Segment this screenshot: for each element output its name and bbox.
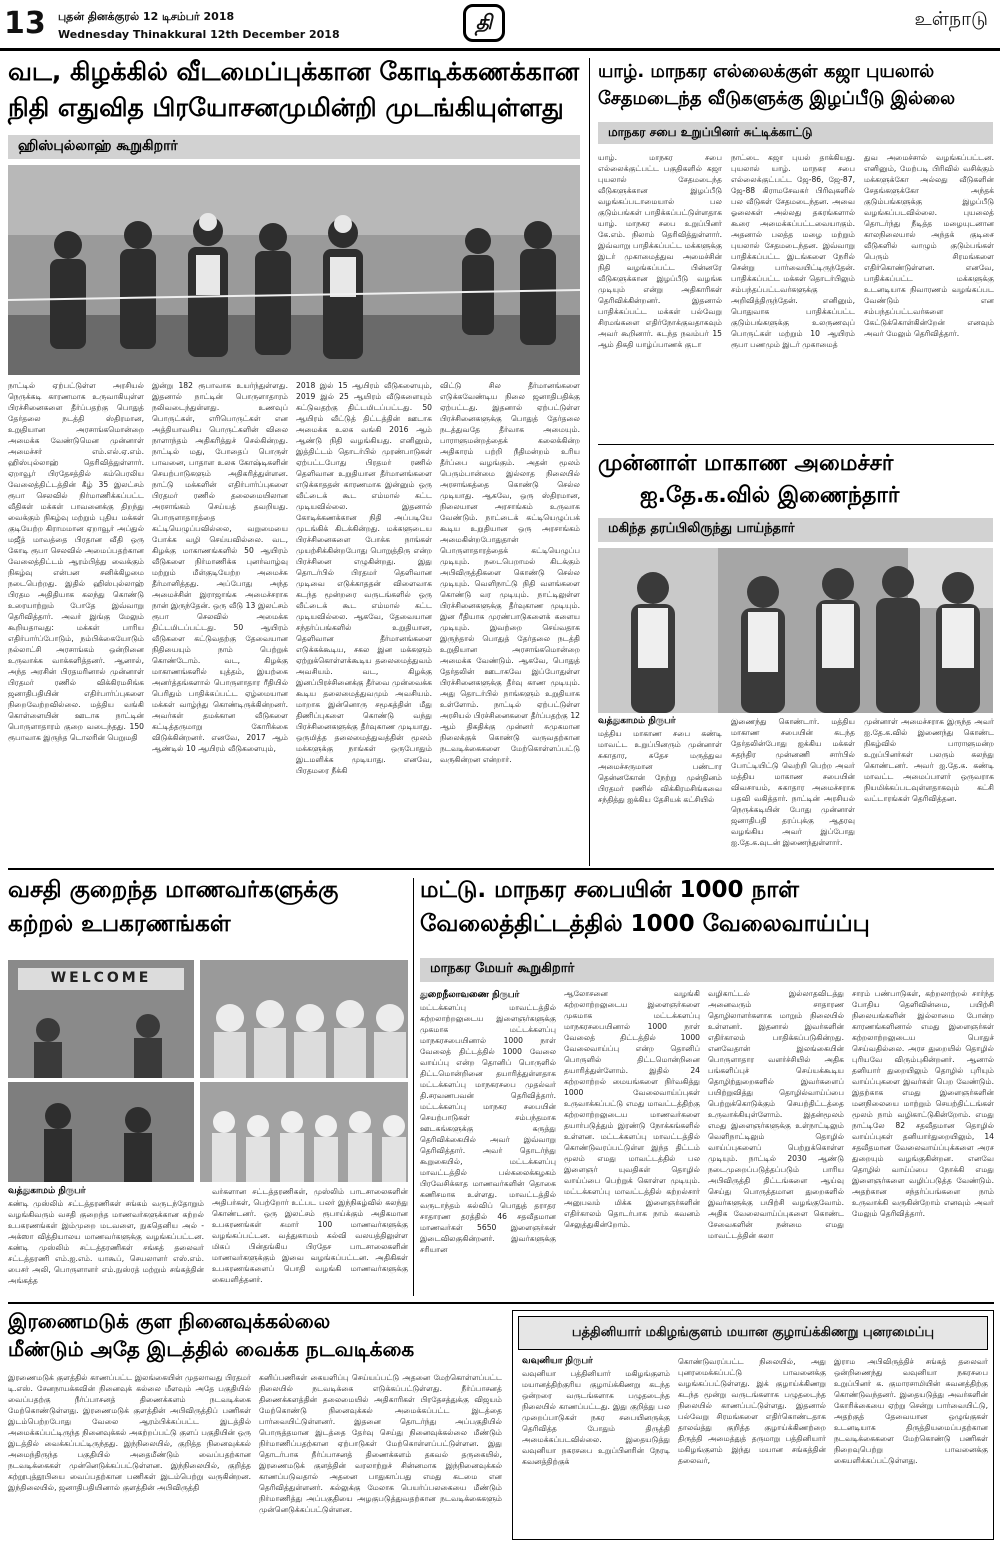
article7-column-2: கொண்டுவரப்பட்ட நிலையில், அது புனரமைக்கப்பட்டு பாவனைக்கு வழங்கப்பட்டுள்ளது. இக் குழாய்க்கிணறு கடந்த மூன்று வருடங்களாக பழுதடைந்த நிலையில் காணப்பட்டுள்ளது. இதனால் பல்வேறு சிரமங்களை எதிர்கொண்டதாக தாலவ்த்து குறித்த குழாய்க்கிணற்றை திருத்தி அமைத்துத் தருமாறு பத்தினியார் மகிழங்குளம் இந்து மயான சங்கத்தின் தலைவர், xyxy=(678,1357,826,1465)
article2-bottom-rule xyxy=(598,444,994,445)
article2-column-1: யாழ். மாநகர சபை எல்லைக்குட்பட்ட பகுதிகளில் கஜா புயலால் சேதமடைந்த வீடுகளுக்கான இழப்பீடு வழங்கப்படாமையால் பல குடும்பங்கள் பாதிக்கப்பட்டுள்ளதாக யாழ். மாநகர சபை உறுப்பினர் கே.எம். நிலாம் தெரிவித்துள்ளார். இவ்வாறு பாதிக்கப்பட்ட மக்களுக்கு இடர் முகாமைத்துவ அமைச்சின் நிதி வழங்கப்பட்ட பின்னரே வீடுகளுக்கான இழப்பீடு வழங்க முடியும் என்று அதிகாரிகள் தெரிவிக்கின்றனர். இதனால் பாதிக்கப்பட்ட மக்கள் பல்வேறு சிரமங்களை எதிர்நோக்குவதாகவும் அவர் கூறினார். கடந்த நவம்பர் 15 ஆம் திகதி யாழ்ப்பாணக் குடா xyxy=(598,153,722,349)
article3-strap: மகிந்த தரப்பிலிருந்து பாய்ந்தார் xyxy=(598,518,993,542)
article1-headline-line1: வட, கிழக்கில் வீடமைப்புக்கான கோடிக்கணக்கான xyxy=(8,57,580,86)
article2-headline-line1: யாழ். மாநகர எல்லைக்குள் கஜா புயலால் xyxy=(598,61,935,82)
logo xyxy=(463,4,505,42)
article6-headline-line2: மீண்டும் அதே இடத்தில் வைக்க நடவடிக்கை xyxy=(8,1337,415,1361)
article3-headline-line1: முன்னாள் மாகாண அமைச்சர் xyxy=(598,451,894,476)
article5-column-2: ஆலோசனை வழங்கி கற்றலாற்றலுடைய இளைஞர்களை முகமாக மட்டக்களப்பு மாநகரசபையினால் 1000 நாள் வேலைத் திட்டத்தில் 1000 வேலைவாய்ப்பு என்ற தொனிப் பொருளில் திட்டமொன்றினை தயாரித்துள்ளோம். இதில் 24 கற்றலாற்றல் மையங்களை நிர்வகித்து 1000 வேலைவாய்ப்புகள் உருவாக்கப்பட்டு எமது மாவட்டத்திற்கு கற்றலாற்றலுடைய மாணவர்களை தயார்படுத்தும் இரண்டு நோக்கங்களில் உள்ளன. மட்டக்களப்பு மாவட்டத்தில் கொண்டுவரப்பட்டுள்ள இந்த திட்டம் மூலம் எமது மாவட்டத்தில் பல இளைஞர் யுவதிகள் தொழில் வாய்ப்பை பெற்றுக் கொள்ள முடியும். மட்டக்களப்பு மாவட்டத்தில் கற்றல்சார் அனுபவம் மிக்க இளைஞர்களின் எதிர்காலம் தொடர்பாக நாம் கவனம் செலுத்துகின்றோம். xyxy=(564,989,700,1229)
article3-caption: வத்துகாமம் நிருபர் xyxy=(598,716,676,726)
welcome-sign-text: WELCOME xyxy=(50,970,152,986)
article5-column-1: மட்டக்களப்பு மாவட்டத்தில் கற்றலாற்றலுடைய இளைஞர்களுக்கு முகமாக மட்டக்களப்பு மாநகரசபையினால் 1000 நாள் வேலைத் திட்டத்தில் 1000 வேலை வாய்ப்பு என்ற தொனிப் பொருளில் திட்டமொன்றினை தயாரித்துள்ளதாக மட்டக்களப்பு மாநகரசபை முதல்வர் தி.சரவணபவன் தெரிவித்தார். மட்டக்களப்பு மாநகர சபையின் செயற்பாடுகள் சம்பந்தமாக ஊடகங்களுக்கு கருத்து தெரிவிக்கையில் அவர் இவ்வாறு தெரிவித்தார். அவர் தொடர்ந்து கூறுகையில், மட்டக்களப்பு மாவட்டத்தில் பல்கலைக்கழகம் பிரவேசிக்காத மாணவர்களின் தொகை கணிசமாக உள்ளது. மாவட்டத்தில் வருடாந்தம் கல்விப் பொதுத் தராதர சாதாரண தரத்தில் 46 சதவீதமான மாணவர்கள் 5650 இளைஞர்கள் இடைவிலகுகின்றனர். இவர்களுக்கு சரியான xyxy=(420,1003,556,1254)
presentation-photo xyxy=(8,1082,194,1182)
article3-column-1: மத்திய மாகாண சபை கண்டி மாவட்ட உறுப்பினரும் முன்னாள் சுகாதார, சுதேச மருத்துவ அமைச்சருமான பண்டார தென்னகோன் நேற்று முன்தினம் பிரதமர் ரணில் விக்கிரமசிங்கவை சந்தித்து ஐக்கிய தேசியக் கட்சியில் xyxy=(598,729,722,804)
article4-photo-1 xyxy=(8,960,194,1078)
article3-photo xyxy=(598,548,993,713)
article7-caption: வவுனியா நிருபர் xyxy=(522,1356,593,1366)
date-tamil: புதன் தினக்குரல் 12 டிசம்பர் 2018 xyxy=(58,10,235,23)
article4-photo-3 xyxy=(8,1082,194,1182)
article4-headline-line1: வசதி குறைந்த மாணவர்களுக்கு xyxy=(8,877,339,903)
date-english: Wednesday Thinakkural 12th December 2018 xyxy=(58,28,340,41)
article2-strap: மாநகர சபை உறுப்பினர் சுட்டிக்காட்டு xyxy=(598,122,993,144)
students-photo xyxy=(200,960,408,1078)
article1-photo xyxy=(8,165,580,375)
article1-column-2: இன்று 182 ரூபாவாக உயர்ந்துள்ளது. இதனால் நாட்டின் பொருளாதாரம் நலிவடைந்துள்ளது. உணவுப் பொருட்கள், எரிபொருட்கள் என அத்தியாவசிய பொருட்களின் விலை நாளாந்தம் அதிகரித்துச் செல்கின்றது. நாட்டில் மது, போதைப் பொருள் பாவனை, பாதாள உலக கோஷ்டிகளின் செயற்பாடுகளும் அதிகரித்துள்ளன. நாட்டு மக்களின் எதிர்பார்ப்புகளை பிரதமர் ரணில் தலைமையிலான அரசாங்கம் செய்யத் தவறியது. பொருளாதாரத்தை கட்டியெழுப்பவில்லை, வறுமையை போக்க வழி செய்யவில்லை. வட, கிழக்கு மாகாணங்களில் 50 ஆயிரம் வீடுகளை நிர்மாணிக்க புனர்வாழ்வு மற்றும் மீள்குடியேற்ற அமைச்சு தீர்மானித்தது. அப்போது அந்த அமைச்சின் இராஜாங்க அமைச்சராக நான் இருந்தேன். ஒரு வீடு 13 இலட்சம் ரூபா செலவில் அமைக்க திட்டமிடப்பட்டது. 50 ஆயிரம் வீடுகளை கட்டுவதற்கு தேவையான நிதியையும் நாம் பெற்றுக் கொண்டோம். வட, கிழக்கு மாகாணங்களில் யுத்தம், இயற்கை அனர்த்தங்களால் பொருளாதார ரீதியில் பெரிதும் பாதிக்கப்பட்ட ஏழ்மையான மக்கள் வாழ்ந்து கொண்டிருக்கின்றனர். அவர்கள் தமக்கான வீடுகளை கட்டித்தருமாறு கோரிக்கை விடுக்கின்றனர். எனவே, 2017 ஆம் ஆண்டில் 10 ஆயிரம் வீடுகளையும், xyxy=(152,381,288,753)
lower-page-rule xyxy=(8,1302,994,1304)
masthead-rule xyxy=(0,48,1000,51)
article3-headline-line2: ஐ.தே.க.வில் இணைந்தார் xyxy=(640,483,900,508)
article4-column-1: கண்டி முஸ்லிம் சட்டத்தரணிகள் சங்கம் வருடந்தோறும் வழங்கிவரும் வசதி குறைந்த மாணவர்களுக்கான கற்றல் உபகரணங்கள் இம்முறை மடவளை, நுகதெனிய அல் - அக்ஸா வித்தியாலய மாணவர்களுக்கு வழங்கப்பட்டன. கண்டி முஸ்லிம் சட்டத்தரணிகள் சங்கத் தலைவர் சட்டத்தரணி எம்.ஐ.எம். யாகூப், செயலாளர் எஸ்.எம். பைசர் அலி, பொருளாளர் எம்.நுஸ்ரத் மற்றும் சங்கத்தின் அங்கத்த xyxy=(8,1199,204,1285)
mid-page-rule xyxy=(8,868,994,870)
section-name: உள்நாடு xyxy=(914,8,988,30)
article1-column-1: நாட்டில் ஏற்பட்டுள்ள அரசியல் நெருக்கடி காரணமாக உருவாகியுள்ள பிரச்சினைகளை தீர்ப்பதற்கு பொதுத் தேர்தலை நடத்தி ஸ்திரமான, உறுதியான அரசாங்கமொன்றை அமைக்க வேண்டுமென முன்னாள் அமைச்சர் எம்.எல்.ஏ.எம். ஹிஸ்புல்லாஹ் தெரிவித்துள்ளார். ஏறாவூர் பிரதேசத்தில் கம்பெரலிய வேலைத்திட்டத்தின் கீழ் 35 இலட்சம் ரூபா செலவில் நிர்மாணிக்கப்பட்ட வீதிகள் மக்கள் பாவனைக்கு திறந்து வைக்கும் நிகழ்வு மற்றும் புதிய மக்கள் குடியேற்ற கிராமமான ஏறாவூர் அப்துல் மஜீத் மாவத்தை பிரதான வீதி ஒரு கோடி ரூபா செலவில் அமைப்பதற்கான வேலைத்திட்டம் ஆரம்பித்து வைக்கும் நிகழ்வு என்பன சனிக்கிழமை நடைபெற்றது. இதில் ஹிஸ்புல்லாஹ் பிரதம அதிதியாக கலந்து கொண்டு உரையாற்றும் போதே இவ்வாறு தெரிவித்தார். அவர் இங்கு மேலும் கூறியதாவது: மக்கள் பாரிய எதிர்பார்ப்போடும், நம்பிக்கையோடும் நல்லாட்சி அரசாங்கம் ஒன்றினை உருவாக்க வாக்களித்தனர். ஆனால், அந்த அரசின் பிரதமரினால் முன்னாள் பிரதமர் ரணில் விக்கிரமசிங்க ஜனாதிபதியின் எதிர்பார்ப்புகளை நிறைவேற்றவில்லை. மத்திய வங்கி கொள்ளையின் ஊடாக நாட்டின் பொருளாதாரம் குறை வடைந்தது. 150 ரூபாவாக இருந்த டொலரின் பெறுமதி xyxy=(8,381,144,742)
article1-headline-line2: நிதி எதுவித பிரயோசனமுமின்றி முடங்கியுள்ளது xyxy=(8,93,564,122)
article5-headline-line1: மட்டு. மாநகர சபையின் 1000 நாள் xyxy=(420,877,800,903)
article4-column-2: வர்களான சட்டத்தரணிகள், முஸ்லிம் பாடசாலைகளின் அதிபர்கள், பெற்றோர் உட்பட பலர் இந்நிகழ்வில் கலந்து கொண்டனர். ஒரு இலட்சம் ரூபாய்க்கும் அதிகமான உபகரணங்கள் சுமார் 100 மாணவர்களுக்கு வழங்கப்பட்டன. வத்துகாமம் கல்வி வலயத்திலுள்ள மிகப் பின்தங்கிய பிரதேச பாடசாலைகளின் மாணவர்களுக்கும் இவை வழங்கப்பட்டன. அதிகிகள் உபகரணங்களைப் பொதி வழங்கி மாணவர்களுக்கு கையளித்தனர். xyxy=(212,1187,408,1284)
article2-headline-line2: சேதமடைந்த வீடுகளுக்கு இழப்பீடு இல்லை xyxy=(598,88,956,109)
article1-column-3: 2018 இல் 15 ஆயிரம் வீடுகளையும், 2019 இல் 25 ஆயிரம் வீடுகளையும் கட்டுவதற்கு திட்டமிடப்பட்டது. 50 ஆயிரம் வீட்டுத் திட்டத்தின் ஊடாக அமைக்க உலக வங்கி 2016 ஆம் ஆண்டு நிதி வழங்கியது. எனினும், இத்திட்டம் தொடர்பில் முரண்பாடுகள் ஏற்பட்டபோது பிரதமர் ரணில் தெளிவான உறுதியான தீர்மானங்களை எடுக்காததன் காரணமாக இன்னும் ஒரு வீட்டைக் கூட எம்மால் கட்ட முடியவில்லை. இதனால் கோடிக்கணக்கான நிதி அப்படியே முடங்கிக் கிடக்கின்றது. மக்களுடைய பிரச்சினைகளை போக்க நாங்கள் முயற்சிக்கின்றபோது பொறுத்திரு என்ற பிரச்சினை எழுகின்றது. இது தொடர்பில் பிரதமர் தெளிவான முடிவை எடுக்காததன் விளைவாக கடந்த மூன்றரை வருடங்களில் ஒரு வீட்டைக் கூட எம்மால் கட்ட முடியவில்லை. ஆகவே, தேவையான சந்தர்ப்பங்களில் உறுதியான, தெளிவான தீர்மானங்களை எடுக்கக்கூடிய, சகல இன மக்களும் ஏற்றுக்கொள்ளக்கூடிய தலைமைத்துவம் அவசியம். வட, கிழக்கு இனப்பிரச்சினைக்கு தீர்வை முன்வைக்க கூடிய தலைமைத்துவமும் அவசியம். மாறாக இன்னொரு சமூகத்தின் மீது திணிப்புகளை கொண்டு வந்து பிரச்சினைகளுக்கு தீர்வுகாண முடியாது. ஒருமித்த தலைமைத்துவத்தின் மூலம் மக்களுக்கு நாங்கள் ஒருபோதும் இடமளிக்க முடியாது. எனவே, பிரதமரை நீக்கி xyxy=(296,381,432,775)
article4-headline-line2: கற்றல் உபகரணங்கள் xyxy=(8,911,231,937)
article3-column-3: முன்னாள் அமைச்சராக இருந்த அவர் ஐ.தே.க.வில் இணைந்து கொண்ட நிகழ்வில் பாராளுமன்ற உறுப்பினர்கள் பலரும் கலந்து கொண்டனர். அவர் ஐ.தே.க. கண்டி மாவட்ட அமைப்பாளர் ஒருவராக நியமிக்கப்படவுள்ளதாகவும் கட்சி வட்டாரங்கள் தெரிவித்தன. xyxy=(864,717,994,803)
article7-headline-bar xyxy=(518,1316,988,1350)
article6-headline-line1: இரணைமடுக் குள நினைவுக்கல்லை xyxy=(8,1309,331,1333)
article7-headline: பத்தினியார் மகிழங்குளம் மயான குழாய்க்கிணறு புனரமைப்பு xyxy=(571,1325,935,1340)
vertical-divider xyxy=(589,58,590,866)
article4-photo-4 xyxy=(200,1082,408,1182)
article6-column-1: இரணைமடுக் குளத்தில் காணப்பட்ட இலங்கையின் முதலாவது பிரதமர் டி.எஸ். சேனநாயக்கவின் நினைவுக் கல்லை மீளவும் அதே பகுதியில் வைப்பதற்கு நீர்ப்பாசனத் திணைக்களம் நடவடிக்கை மேற்கொண்டுள்ளது. இரணைமடுக் குளத்தின் அபிவிருத்திப் பணிகள் இடம்பெற்றபோது வேலை ஆரம்பிக்கப்பட்ட இடத்தில் அமைக்கப்பட்டிருந்த நினைவுக்கல் அகற்றப்பட்டு குளப் பகுதியின் ஒரு இடத்தில் வைக்கப்பட்டிருந்தது. இந்நிலையில், குறித்த நினைவுக்கல் அமைந்திருந்த பகுதியில் அதைமீண்டும் வைப்பதற்கான நடவடிக்கைகள் முன்னெடுக்கப்பட்டுள்ளன. இந்நிலையில், குறித்த கற்றூபுத்தூபியை வைப்பதற்கான பணிகள் இடம்பெற்று வருகின்றன. இந்திலையில், ஜனாதிபதியினால் குளத்தின் அபிவிருத்தி xyxy=(8,1373,251,1492)
article7-column-3: இராம அபிவிருத்திச் சங்கத் தலைவர் ஒன்றிணைந்து வவுனியா நகரசபை உறுப்பினர் க. குமாரசாமியின் கவனத்திற்கு கொண்டுவந்தனர். இதையடுத்து அவர்களின் கோரிக்கையை ஏற்று சென்று பார்வையிட்டு, அதற்குத் தேவையான ஒழுங்குகள் உடனடியாக திருத்தியமைப்பதற்கான நடவடிக்கைகளை மேற்கொண்டு பணிகள் நிறைவுபெற்று பாவனைக்கு கையளிக்கப்பட்டுள்ளது. xyxy=(834,1357,988,1465)
article1-strap: ஹிஸ்புல்லாஹ் கூறுகிறார் xyxy=(8,135,580,159)
article5-column-3: வழிகாட்டல் இல்லாதவிடத்து அனைவரும் சாதாரண தொழிலாளர்களாக மாறும் நிலையில் உள்ளனர். இதனால் இவர்களின் எதிர்காலம் பாதிக்கப்படுகின்றது. எனவேதான் இலங்கையின் பொருளாதார வளர்ச்சியில் அதிக பங்களிப்புச் செய்யக்கூடிய தொழிற்துறைகளில் இவர்களைப் பயிற்றுவித்து தொழில்வாய்ப்பை பெற்றுக்கொடுக்கும் செயற்திட்டத்தை உருவாக்கியுள்ளோம். இதன்மூலம் எமது இளைஞர்களுக்கு உள்நாட்டிலும் வெளிநாட்டிலும் தொழில் வாய்ப்புகளைப் பெற்றுக்கொள்ள முடியும். நாட்டில் 2030 ஆண்டு நடைமுறைப்படுத்தப்படும் பாரிய அபிவிருத்தி திட்டங்களை ஆய்வு செய்து பொருத்தமான துறைகளில் இவர்களுக்கு பயிற்சி வழங்குவோம். அதிக வேலைவாய்ப்புகளை கொண்ட சேவைகளின் நன்மை எமது மாவட்டத்தின் கலா xyxy=(708,989,844,1240)
article7-column-1: வவுனியா பத்தினியார் மகிழங்குளம் மயானத்திற்குரிய குழாய்க்கிணறு கடந்த ஒன்றரை வருடங்களாக பழுதடைந்த நிலையில் காணப்பட்டது. இது குறித்து பல முறைப்பாடுகள் நகர சபையினருக்கு தெரிவித்த போதும் திருத்தி அமைக்கப்படவில்லை. இதையடுத்து வவுனியா நகரசபை உறுப்பினரின் நேரடி கவனத்திற்குக் xyxy=(522,1369,670,1466)
page-number: 13 xyxy=(4,6,46,41)
masthead xyxy=(0,0,1000,48)
article1-column-4: விட்டு சில தீர்மானங்களை எடுக்கவேண்டிய நிலை ஜனாதிபதிக்கு ஏற்பட்டது. இதனால் ஏற்பட்டுள்ள பிரச்சினைகளுக்கு பொதுத் தேர்தலை நடத்துவதே தீர்வாக அமையும். பாராளுமன்றத்தைக் கலைக்கின்ற அதிகாரம் பற்றி நீதிமன்றம் உரிய தீர்ப்பை வழங்கும். அதன் மூலம் பெரும்பான்மை இல்லாத நிலையில் அரசாங்கத்தை கொண்டு செல்ல முடியாது. ஆகவே, ஒரு ஸ்திரமான, நிலையான அரசாங்கம் உருவாக வேண்டும். நாட்டைக் கட்டியெழுப்பக் கூடிய உறுதியான ஒரு அரசாங்கம் அமைகின்றபோதுதான் பொருளாதாரத்தைக் கட்டியெழுப்ப முடியும். நடைபெறாமல் கிடக்கும் அபிவிருத்திகளை கொண்டு செல்ல முடியும். வெளிநாட்டு நிதி வளங்களை கொண்டு வர முடியும். நாட்டிலுள்ள பிரச்சினைகளுக்கு தீர்வுகாண முடியும். இன ரீதியாக முரண்பாடுகளைக் களைய முடியும். இவற்றை செய்வதாக இருந்தால் பொதுத் தேர்தலை நடத்தி உறுதியான அரசாங்கமொன்றை அமைக்க வேண்டும். ஆகவே, பொதுத் தேர்தலின் ஊடாகவே இப்போதுள்ள பிரச்சினைகளுக்கு தீர்வு காண முடியும். அது தொடர்பில் நாங்களும் உறுதியாக உள்ளோம். நாட்டில் ஏற்பட்டுள்ள அரசியல் பிரச்சினைகளை தீர்ப்பதற்கு 12 ஆம் திகதிக்கு முன்னர் சுமுகமான நிலைக்குக் கொண்டு வருவதற்கான நடவடிக்கைகளை மேற்கொள்ளப்பட்டு வருகின்றன என்றார். xyxy=(440,381,580,764)
vertical-divider-lower xyxy=(413,878,414,1296)
article2-column-2: நாட்டை கஜா புயல் தாக்கியது. புயலால் யாழ். மாநகர சபை எல்லைக்குட்பட்ட ஜே-86, ஜே-87, ஜே-88 கிராமசேவகர் பிரிவுகளில் பல வீடுகள் சேதமடைந்தன. அவை ஓலைகள் அல்லது தகரங்களால் கூரை அமைக்கப்பட்டவையாகும். அதனால் பலத்த மழை மற்றும் புயலால் சேதமடைந்தன. இவ்வாறு பாதிக்கப்பட்ட இடங்களை நேரில் சென்று பார்வையிட்டிருந்தேன். பாதிக்கப்பட்ட மக்கள் தொடர்பிலும் சம்பந்தப்பட்டவர்களுக்கு அறிவித்திருந்தேன். எனினும், பொதுவாக பாதிக்கப்பட்ட குடும்பங்களுக்கு உலருணவுப் பொருட்கள் மற்றும் 10 ஆயிரம் ரூபா பணமும் இடர் முகாமைத் xyxy=(731,153,855,349)
article2-column-3: துவ அமைச்சால் வழங்கப்பட்டன. எனினும், மேற்படி பிரிவில் வசிக்கும் மக்களுக்கோ அல்லது வீடுகளின் சேதங்களுக்கோ அந்தக் குடும்பங்களுக்கு இழப்பீடு வழங்கப்படவில்லை. புயலைத் தொடர்ந்து நீடித்த மழையுடனான காலநிலையால் அந்தக் குடிசை வீடுகளில் வாழும் குடும்பங்கள் பெரும் சிரமங்களை எதிர்கொண்டுள்ளன. எனவே, பாதிக்கப்பட்ட மக்களுக்கு உடனடியாக நிவாரணம் வழங்கப்பட வேண்டும் என சம்பந்தப்பட்டவர்களை கேட்டுக்கொள்கின்றேன் எனவும் அவர் மேலும் தெரிவித்தார். xyxy=(864,153,994,338)
classroom-photo xyxy=(200,1082,408,1182)
article5-headline-line2: வேலைத்திட்டத்தில் 1000 வேலைவாய்ப்பு xyxy=(420,911,870,937)
logo-text: தி xyxy=(475,9,493,34)
article5-column-4: சாரம் பண்பாடுகள், கற்றலாற்றல் சார்ந்த போதிய தெளிவின்மை, பயிற்சி நிலையங்களின் இல்லாமை போன்ற காரணங்களினால் எமது இளைஞர்கள் கற்றலாற்றலுடைய பொதுச் செய்வதில்லை. அரச துறையில் தொழில் புரியவே விரும்புகின்றனர். ஆனால் தனியார் துறையிலும் தொழில் புரியும் வாய்ப்புகளை இவர்கள் பெற வேண்டும். இதற்காக எமது இளைஞர்களின் மனநிலையை மாற்றும் செயற்திட்டங்கள் மூலம் நாம் வழிகாட்டுகின்றோம். எமது நாட்டிலே 82 சதவீதமான தொழில் வாய்ப்புகள் தனியார்துறையிலும், 14 சதவீதமான வேலைவாய்ப்புக்களை அரச துறையும் வழங்குகின்றன. எனவே தொழில் வாய்ப்பை நோக்கி எமது இளைஞர்களை வழிப்படுத்த வேண்டும். அதற்கான சந்தர்ப்பங்களை நாம் உருவாக்கி வருகின்றோம் எனவும் அவர் மேலும் தெரிவித்தார். xyxy=(852,989,994,1218)
article4-photo-2 xyxy=(200,960,408,1078)
article6-column-2: கனிப்பணிகள் கையளிப்பு செய்யப்பட்டு அதனை மேற்கொள்ளப்பட்ட நிலையில் நடவடிக்கை எடுக்கப்பட்டுள்ளது. நீர்ப்பாசனத் திணைக்களத்தின் தலைமையில் அதிகாரிகள் பிரதேசத்துக்கு விஜயம் மேற்கொண்டு நினைவுக்கல் அமைக்கப்பட்ட இடத்தை பார்வையிட்டுள்ளனர். இதனை தொடர்ந்து அப்பகுதியில் பொருத்தமான இடத்தை தேர்வு செய்து நினைவுக்கல்லை மீண்டும் நிர்மாணிப்பதற்கான ஏற்பாடுகள் மேற்கொள்ளப்பட்டுள்ளன. இது தொடர்பாக நீர்ப்பாசனத் திணைக்களம் தகவல் தருகையில், இரணைமடுக் குளத்தின் வரலாற்றுச் சின்னமாக இந்நினைவுக்கல் காணப்படுவதால் அதனை பாதுகாப்பது எமது கடமை என தெரிவித்துள்ளனர். கல்லுக்கு மேலாக பெயர்ப்பலகையை மீண்டும் நிர்மாணித்து அப்பகுதியை அழகுபடுத்துவதற்கான நடவடிக்கைகளும் முன்னெடுக்கப்பட்டுள்ளன. xyxy=(259,1373,502,1514)
article4-caption: வத்துகாமம் நிருபர் xyxy=(8,1186,86,1196)
article5-strap: மாநகர மேயர் கூறுகிறார் xyxy=(420,958,994,982)
article3-column-2: இணைந்து கொண்டார். மத்திய மாகாண சபையின் கடந்த தேர்தலின்போது ஐக்கிய மக்கள் சுதந்திர முன்னணி சார்பில் போட்டியிட்டு வெற்றி பெற்ற அவர் மத்திய மாகாண சபையின் விவசாயம், சுகாதார அமைச்சராக பதவி வகித்தார். நாட்டின் அரசியல் நெருக்கடியின் போது முன்னாள் ஜனாதிபதி தரப்புக்கு ஆதரவு வழங்கிய அவர் இப்போது ஐ.தே.க.வுடன் இணைந்துள்ளார். xyxy=(731,717,855,847)
article5-caption: துறைநீலாவணை நிருபர் xyxy=(420,990,520,1000)
meeting-photo-illustration xyxy=(598,548,993,713)
ceremony-photo-illustration xyxy=(8,165,580,375)
